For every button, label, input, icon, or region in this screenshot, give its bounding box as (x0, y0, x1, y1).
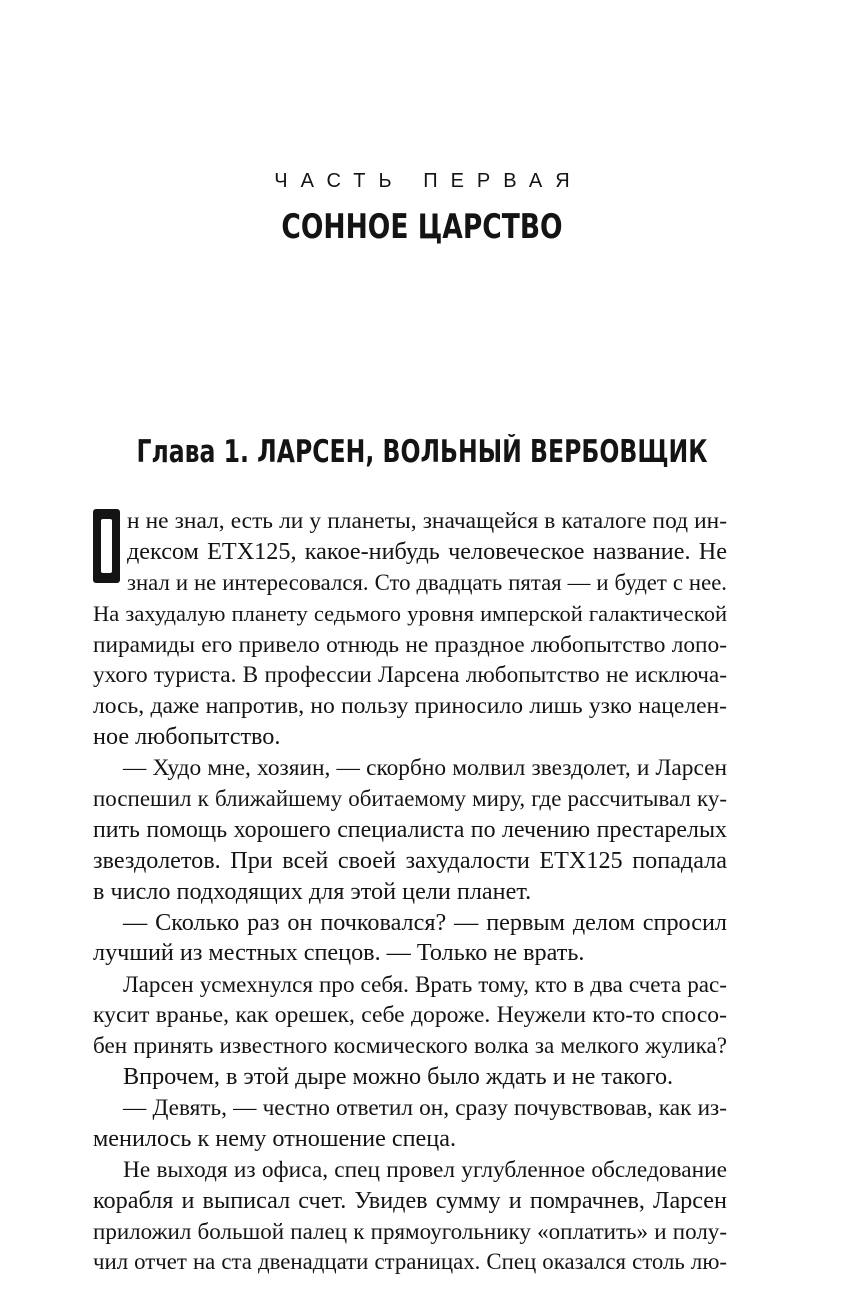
text-line: пирамиды его привело отнюдь не праздное любопытство лопо- (93, 631, 727, 658)
text-line: кусит вранье, как орешек, себе дороже. Неужели кто-то спосо- (93, 1002, 727, 1029)
text-line: в число подходящих для этой цели планет. (93, 877, 532, 905)
drop-cap-letter (93, 509, 120, 583)
text-line: лучший из местных спецов. — Только не врать. (93, 939, 585, 967)
text-line: поспешил к ближайшему обитаемому миру, где рассчитывал ку- (93, 786, 727, 812)
text-line: На захудалую планету седьмого уровня имперской галактической (93, 600, 727, 626)
text-line: лось, даже напротив, но пользу приносило лишь узко нацелен- (93, 693, 727, 720)
chapter-text (93, 506, 727, 1278)
text-line: дексом ЕТХ125, какое-нибудь человеческое название. Не (127, 537, 727, 565)
text-line: приложил большой палец к прямоугольнику «оплатить» и полу- (93, 1218, 727, 1245)
chapter-title: Глава 1. ЛАРСЕН, ВОЛЬНЫЙ ВЕРБОВЩИК (136, 434, 708, 470)
text-line: чил отчет на ста двенадцати страницах. Спец оказался столь лю- (93, 1249, 727, 1275)
text-line: н не знал, есть ли у планеты, значащейся в каталоге под ин- (127, 508, 727, 534)
text-line: знал и не интересовался. Сто двадцать пятая — и будет с нее. (127, 569, 727, 595)
text-line: — Сколько раз он почковался? — первым делом спросил (123, 908, 727, 936)
text-line: ухого туриста. В профессии Ларсена любопытство не исключа- (93, 662, 727, 689)
text-line: бен принять известного космического волка за мелкого жулика? (93, 1033, 727, 1060)
part-label: ЧАСТЬ ПЕРВАЯ (274, 170, 583, 192)
text-line: пить помощь хорошего специалиста по лечению престарелых (93, 816, 727, 843)
part-title: СОННОЕ ЦАРСТВО (281, 207, 563, 247)
text-line: звездолетов. При всей своей захудалости ЕТХ125 попадала (93, 846, 727, 874)
text-line: — Девять, — честно ответил он, сразу почувствовав, как из- (123, 1094, 727, 1121)
text-line: ное любопытство. (93, 723, 281, 751)
text-line: корабля и выписал счет. Увидев сумму и помрачнев, Ларсен (93, 1186, 727, 1214)
text-line: менилось к нему отношение спеца. (93, 1124, 456, 1152)
text-line: — Худо мне, хозяин, — скорбно молвил звездолет, и Ларсен (123, 755, 727, 782)
text-line: Ларсен усмехнулся про себя. Врать тому, кто в два счета рас- (123, 971, 727, 998)
text-line: Впрочем, в этой дыре можно было ждать и не такого. (123, 1063, 674, 1091)
text-line: Не выходя из офиса, спец провел углубленное обследование (123, 1156, 727, 1183)
part-header (0, 168, 844, 248)
